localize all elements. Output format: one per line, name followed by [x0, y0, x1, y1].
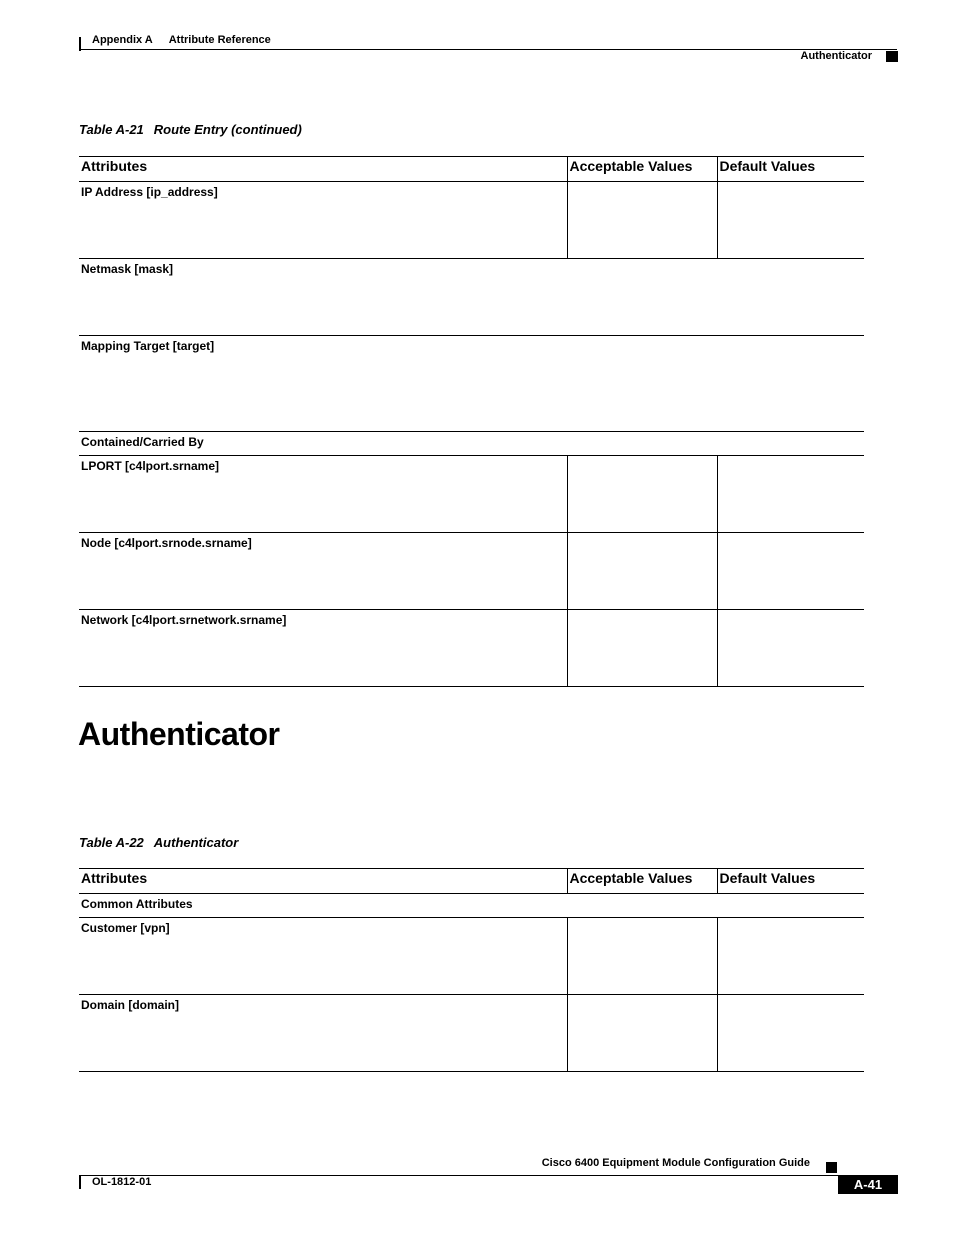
attribute-cell: Domain [domain] [79, 995, 567, 1072]
authenticator-table [79, 868, 864, 1072]
acceptable-values-cell [567, 182, 717, 259]
header-section: Authenticator [800, 50, 872, 62]
default-values-cell [717, 182, 864, 259]
table2-number: Table A-22 [79, 835, 144, 850]
acceptable-values-cell [567, 610, 717, 687]
table2-caption [79, 835, 238, 850]
table-group-row [79, 432, 864, 456]
attribute-cell: Customer [vpn] [79, 918, 567, 995]
default-values-cell [717, 610, 864, 687]
footer-guide-title: Cisco 6400 Equipment Module Configuration Guide [541, 1157, 810, 1169]
acceptable-values-cell [567, 995, 717, 1072]
column-header-attributes: Attributes [79, 869, 567, 894]
attribute-cell: Node [c4lport.srnode.srname] [79, 533, 567, 610]
default-values-cell [717, 533, 864, 610]
header-chapter: Appendix A [92, 34, 153, 46]
column-header-acceptable-values: Acceptable Values [567, 157, 717, 182]
header-chapter-title: Attribute Reference [168, 34, 271, 46]
default-values-cell [717, 456, 864, 533]
table-row [79, 918, 864, 995]
acceptable-values-cell [567, 456, 717, 533]
table-row [79, 533, 864, 610]
attribute-cell: Netmask [mask] [79, 259, 864, 336]
footer-rule [79, 1175, 897, 1176]
route-entry-table [79, 156, 864, 687]
group-label-cell: Common Attributes [79, 894, 864, 918]
column-header-default-values: Default Values [717, 157, 864, 182]
section-heading: Authenticator [78, 716, 280, 752]
column-header-default-values: Default Values [717, 869, 864, 894]
page-number: A-41 [838, 1175, 898, 1194]
column-header-attributes: Attributes [79, 157, 567, 182]
table-row [79, 456, 864, 533]
column-header-acceptable-values: Acceptable Values [567, 869, 717, 894]
table-row [79, 259, 864, 336]
table2-title: Authenticator [153, 835, 239, 850]
running-header [92, 34, 271, 46]
header-marker [886, 51, 898, 62]
table-header-row [79, 157, 864, 182]
table-group-row [79, 894, 864, 918]
table-row [79, 995, 864, 1072]
table1-number: Table A-21 [79, 122, 144, 137]
table-header-row [79, 869, 864, 894]
footer-marker [826, 1162, 837, 1173]
table-row [79, 610, 864, 687]
table-row [79, 336, 864, 432]
footer-bar [79, 1175, 81, 1189]
attribute-cell: LPORT [c4lport.srname] [79, 456, 567, 533]
default-values-cell [717, 918, 864, 995]
header-rule [79, 49, 897, 50]
default-values-cell [717, 995, 864, 1072]
table-row [79, 182, 864, 259]
acceptable-values-cell [567, 533, 717, 610]
footer-doc-number: OL-1812-01 [92, 1176, 152, 1188]
table1-caption [79, 122, 302, 137]
acceptable-values-cell [567, 918, 717, 995]
attribute-cell: Mapping Target [target] [79, 336, 864, 432]
attribute-cell: Network [c4lport.srnetwork.srname] [79, 610, 567, 687]
group-label-cell: Contained/Carried By [79, 432, 864, 456]
table1-title: Route Entry (continued) [153, 122, 302, 137]
attribute-cell: IP Address [ip_address] [79, 182, 567, 259]
